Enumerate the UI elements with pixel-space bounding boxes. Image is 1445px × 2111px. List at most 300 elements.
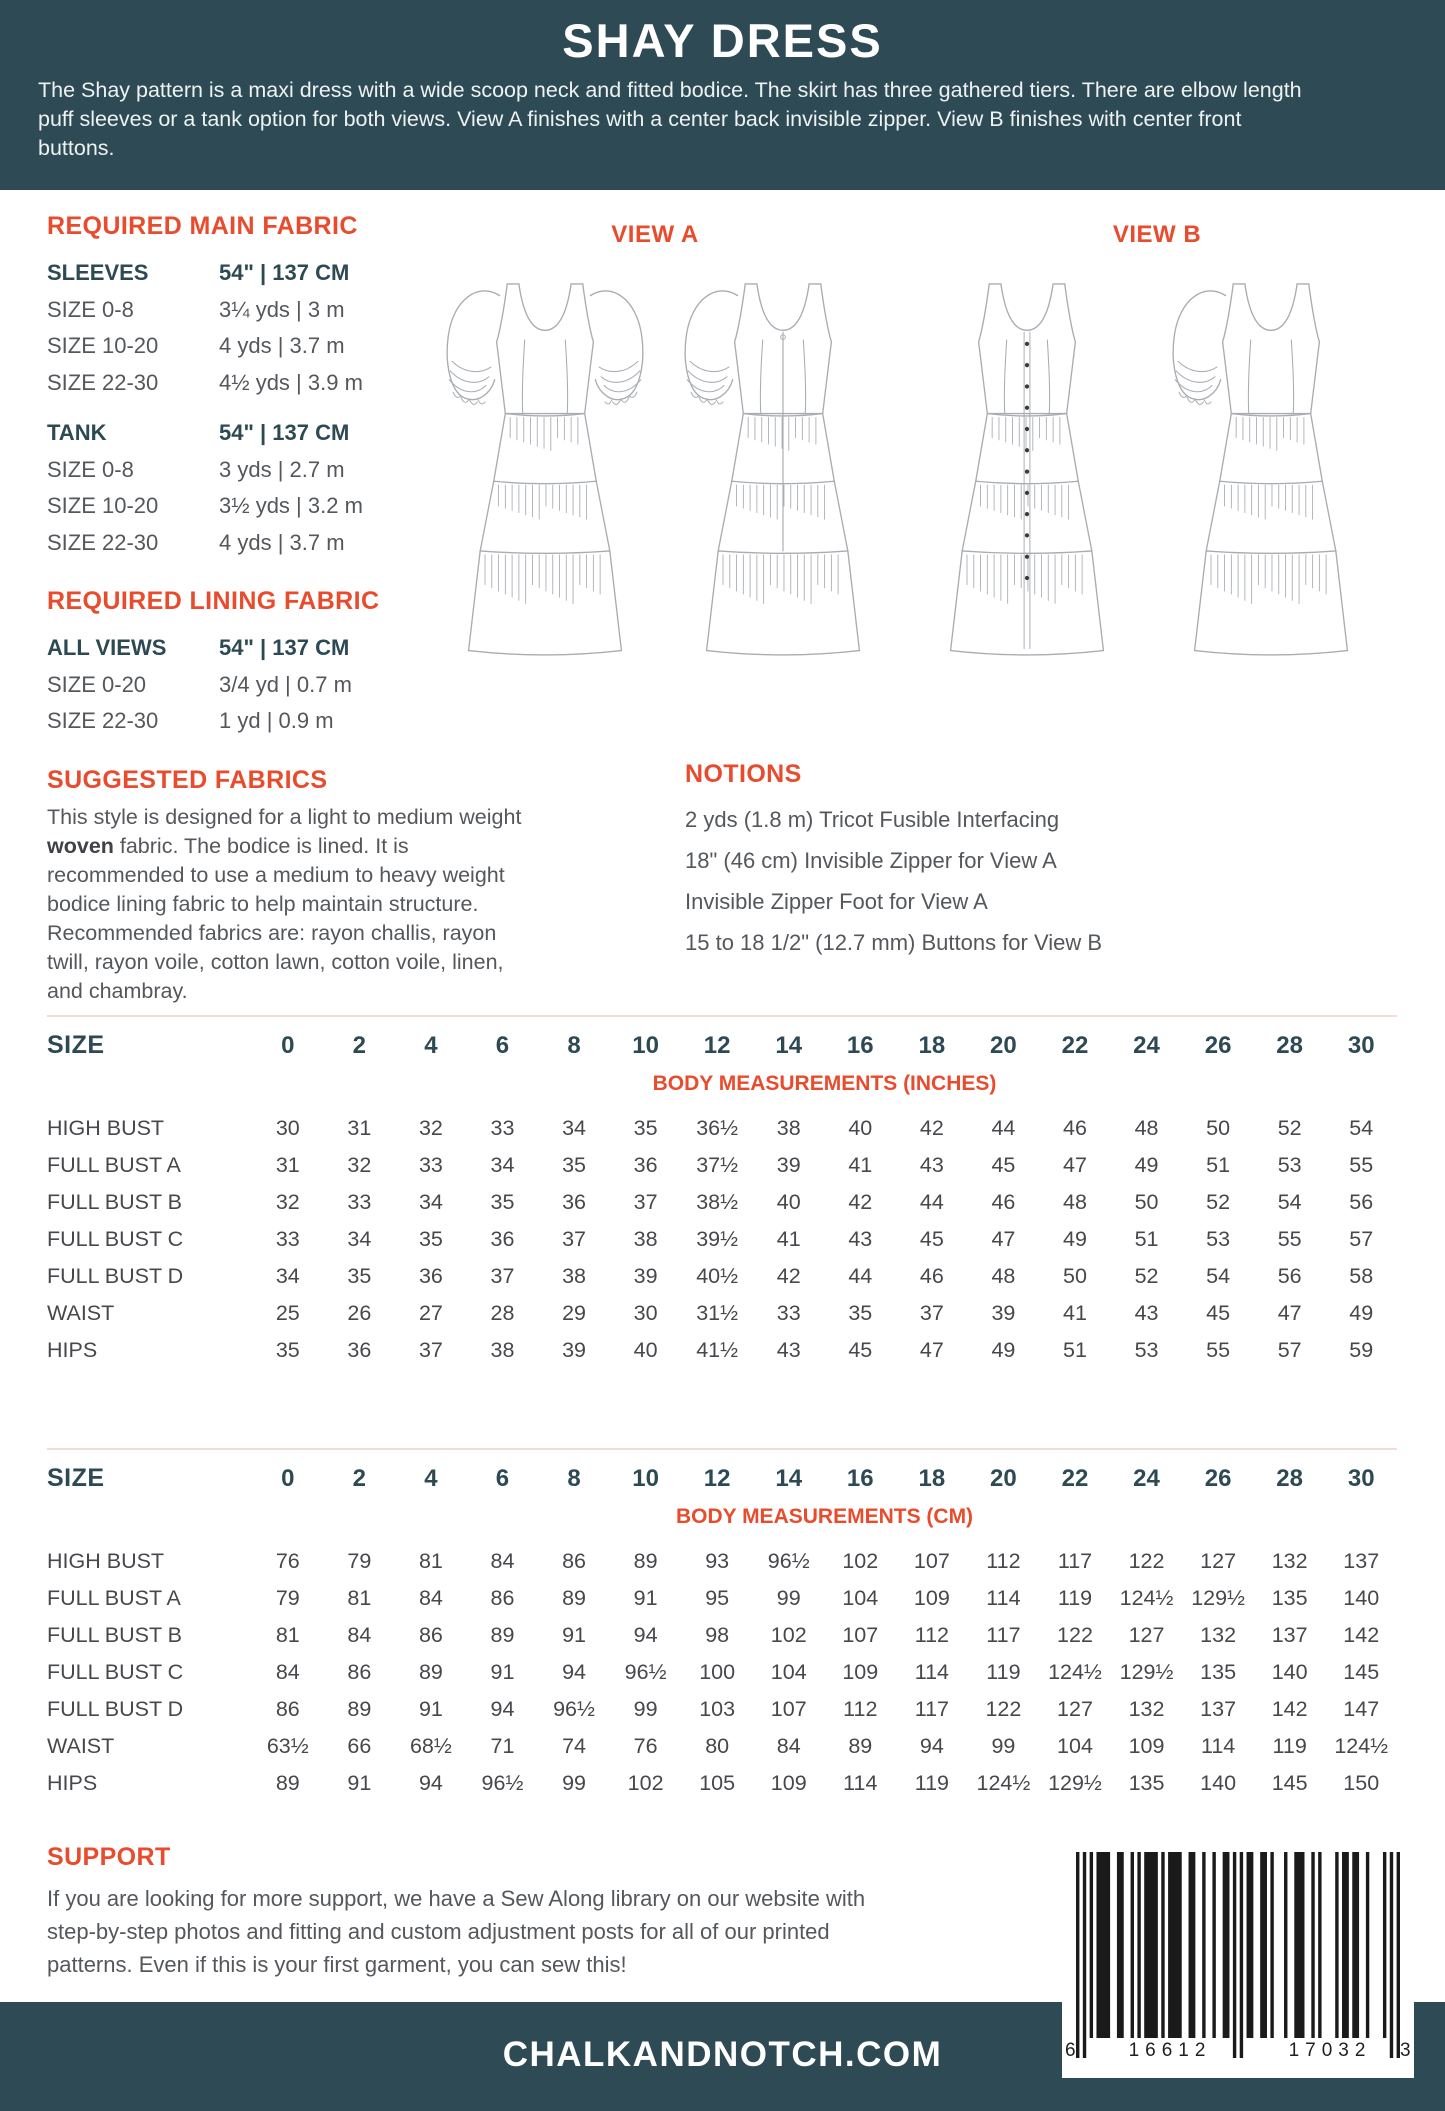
measurement-value: 48	[1134, 1116, 1159, 1140]
measurement-value: 40½	[696, 1264, 739, 1288]
measurement-value: 39½	[696, 1227, 739, 1251]
measurement-value: 37	[490, 1264, 515, 1288]
measurement-value: 55	[1349, 1153, 1374, 1177]
measurement-value: 44	[848, 1264, 873, 1288]
measurement-value: 36	[633, 1153, 658, 1177]
measurement-value: 51	[1134, 1227, 1159, 1251]
measurement-value: 142	[1343, 1623, 1380, 1647]
measurement-value: 124½	[1334, 1734, 1389, 1758]
barcode	[1062, 1846, 1414, 2078]
measurement-value: 39	[991, 1301, 1016, 1325]
size-column-header: 26	[1204, 1464, 1232, 1492]
website-url: CHALKANDNOTCH.COM	[502, 2035, 943, 2074]
measurement-value: 58	[1349, 1264, 1374, 1288]
measurement-value: 45	[1206, 1301, 1231, 1325]
table-row	[47, 1332, 1397, 1369]
measurement-value: 91	[562, 1623, 586, 1647]
measurement-value: 48	[1063, 1190, 1087, 1214]
table-row	[47, 1654, 1397, 1691]
measurement-value: 47	[1277, 1301, 1302, 1325]
measurement-value: 84	[347, 1623, 372, 1647]
measurement-value: 38	[633, 1227, 658, 1251]
measurement-value: 117	[914, 1697, 949, 1721]
size-corner-label: SIZE	[47, 1031, 105, 1059]
measurement-label: WAIST	[47, 1301, 115, 1325]
main-fabric-heading: REQUIRED MAIN FABRIC	[47, 212, 358, 240]
measurement-value: 95	[705, 1586, 730, 1610]
table-row	[47, 1110, 1397, 1147]
measurement-value: 52	[1277, 1116, 1302, 1140]
views-illustrations	[420, 205, 1445, 685]
measurement-value: 150	[1343, 1771, 1380, 1795]
measurement-value: 140	[1200, 1771, 1237, 1795]
measurement-value: 50	[1206, 1116, 1231, 1140]
measurement-value: 25	[275, 1301, 300, 1325]
measurement-value: 53	[1206, 1227, 1231, 1251]
measurement-value: 86	[275, 1697, 300, 1721]
table-header-row	[47, 1031, 1397, 1060]
barcode-bars	[1076, 1852, 1400, 2066]
measurement-value: 102	[842, 1549, 879, 1573]
measurement-value: 37	[562, 1227, 586, 1251]
measurement-value: 135	[1271, 1586, 1308, 1610]
size-column-header: 20	[990, 1464, 1017, 1492]
table-row	[47, 1295, 1397, 1332]
measurement-value: 36	[418, 1264, 443, 1288]
measurement-label: HIPS	[47, 1338, 98, 1362]
measurement-value: 127	[1057, 1697, 1093, 1721]
measurement-value: 89	[347, 1697, 372, 1721]
measurement-value: 122	[985, 1697, 1022, 1721]
measurement-value: 145	[1271, 1771, 1308, 1795]
measurement-value: 96½	[481, 1771, 524, 1795]
size-column-header: 6	[495, 1031, 510, 1059]
measurement-value: 84	[776, 1734, 801, 1758]
barcode-digit: 3	[1400, 2040, 1411, 2061]
measurement-value: 54	[1349, 1116, 1374, 1140]
size-range: SIZE 22-30	[47, 529, 159, 555]
measurement-value: 40	[776, 1190, 801, 1214]
notions-section	[685, 760, 1440, 963]
measurement-value: 34	[562, 1116, 586, 1140]
size-column-header: 26	[1204, 1031, 1232, 1059]
measurement-value: 89	[633, 1549, 658, 1573]
table-row	[47, 1258, 1397, 1295]
table-row	[47, 1765, 1397, 1802]
measurement-value: 117	[1057, 1549, 1093, 1573]
measurement-value: 31	[347, 1116, 372, 1140]
measurement-value: 36	[490, 1227, 515, 1251]
measurement-label: FULL BUST A	[47, 1153, 181, 1177]
measurement-value: 132	[1271, 1549, 1308, 1573]
measurement-value: 89	[848, 1734, 873, 1758]
measurement-value: 99	[562, 1771, 586, 1795]
measurement-value: 89	[418, 1660, 443, 1684]
measurement-value: 100	[699, 1660, 736, 1684]
size-column-header: 10	[632, 1031, 659, 1059]
table-row	[47, 1543, 1397, 1580]
measurement-value: 107	[842, 1623, 879, 1647]
barcode-digit-group: 17032	[1288, 2040, 1372, 2061]
measurement-value: 33	[776, 1301, 801, 1325]
size-column-header: 2	[352, 1464, 367, 1492]
measurement-value: 30	[633, 1301, 658, 1325]
measurement-value: 86	[562, 1549, 586, 1573]
measurement-value: 48	[991, 1264, 1016, 1288]
measurement-value: 56	[1349, 1190, 1374, 1214]
size-column-header: 14	[775, 1464, 803, 1492]
measurement-value: 38	[490, 1338, 515, 1362]
measurement-value: 52	[1206, 1190, 1231, 1214]
suggested-fabrics-heading: SUGGESTED FABRICS	[47, 765, 328, 794]
body-measurements-cm-table	[47, 1448, 1397, 1802]
measurement-value: 104	[1057, 1734, 1093, 1758]
measurement-value: 47	[919, 1338, 944, 1362]
measurement-label: FULL BUST D	[47, 1697, 184, 1721]
size-column-header: 2	[352, 1031, 367, 1059]
measurement-value: 109	[842, 1660, 879, 1684]
measurement-value: 59	[1349, 1338, 1374, 1362]
measurement-value: 119	[986, 1660, 1021, 1684]
size-range: SIZE 10-20	[47, 493, 159, 518]
measurement-value: 79	[347, 1549, 372, 1573]
measurement-value: 68½	[409, 1734, 452, 1758]
measurement-value: 34	[347, 1227, 372, 1251]
measurement-value: 132	[1200, 1623, 1237, 1647]
size-corner-label: SIZE	[47, 1464, 105, 1492]
view-b-label: VIEW B	[1112, 221, 1202, 248]
measurement-value: 112	[986, 1549, 1021, 1573]
measurement-value: 63½	[266, 1734, 309, 1758]
measurement-value: 43	[919, 1153, 944, 1177]
lining-fabric-heading: REQUIRED LINING FABRIC	[47, 587, 380, 615]
measurement-value: 114	[1200, 1734, 1236, 1758]
measurement-value: 39	[562, 1338, 586, 1362]
measurement-value: 55	[1277, 1227, 1302, 1251]
measurement-value: 94	[418, 1771, 443, 1795]
measurement-label: HIGH BUST	[47, 1549, 165, 1573]
measurement-value: 50	[1063, 1264, 1087, 1288]
size-column-header: 8	[567, 1031, 581, 1059]
measurement-value: 114	[914, 1660, 949, 1684]
measurement-value: 122	[1057, 1623, 1093, 1647]
measurement-value: 38	[776, 1116, 801, 1140]
table-row	[47, 1691, 1397, 1728]
measurement-value: 44	[991, 1116, 1016, 1140]
measurement-value: 42	[776, 1264, 801, 1288]
size-column-header: 10	[632, 1464, 659, 1492]
measurement-value: 30	[275, 1116, 300, 1140]
measurement-value: 53	[1134, 1338, 1159, 1362]
suggested-text-bold: woven	[47, 833, 114, 858]
support-heading: SUPPORT	[47, 1843, 171, 1871]
measurement-value: 127	[1128, 1623, 1165, 1647]
table-header-row	[47, 1464, 1397, 1493]
measurement-value: 114	[843, 1771, 878, 1795]
measurement-value: 28	[490, 1301, 515, 1325]
size-range: SIZE 0-20	[47, 671, 147, 697]
size-column-header: 4	[424, 1464, 438, 1492]
pattern-description: The Shay pattern is a maxi dress with a wide scoop neck and fitted bodice. The skirt has three gathered tiers. There are elbow length puff sleeves or a tank option for both views. View A finishes with a center back invisible zipper. View B finishes with center front buttons.	[38, 78, 1302, 160]
measurement-value: 46	[919, 1264, 944, 1288]
measurement-value: 96½	[624, 1660, 667, 1684]
measurement-value: 112	[843, 1697, 878, 1721]
measurement-value: 107	[913, 1549, 950, 1573]
measurement-value: 46	[991, 1190, 1016, 1214]
measurement-value: 26	[347, 1301, 372, 1325]
measurement-value: 41	[848, 1153, 873, 1177]
measurement-value: 84	[490, 1549, 515, 1573]
measurement-value: 49	[1349, 1301, 1374, 1325]
yardage: 4 yds | 3.7 m	[219, 333, 345, 358]
measurement-value: 98	[705, 1623, 730, 1647]
measurement-value: 33	[347, 1190, 372, 1214]
size-column-header: 30	[1347, 1464, 1375, 1492]
measurement-value: 74	[562, 1734, 586, 1758]
measurement-value: 137	[1271, 1623, 1308, 1647]
measurement-label: FULL BUST C	[47, 1227, 184, 1251]
measurement-value: 39	[776, 1153, 801, 1177]
measurement-value: 42	[919, 1116, 944, 1140]
measurement-value: 33	[418, 1153, 443, 1177]
size-column-header: 28	[1276, 1031, 1303, 1059]
notion-item: 2 yds (1.8 m) Tricot Fusible Interfacing	[685, 807, 1060, 832]
size-column-header: 20	[990, 1031, 1017, 1059]
measurement-value: 124½	[976, 1771, 1031, 1795]
support-text: If you are looking for more support, we have a Sew Along library on our website with step-by-step photos and fitting and custom adjustment posts for all of our printed patterns. Even if this is your first garment, you can sew this!	[47, 1886, 866, 1977]
measurement-value: 36	[562, 1190, 586, 1214]
size-column-header: 28	[1276, 1464, 1303, 1492]
measurement-value: 35	[633, 1116, 658, 1140]
measurement-value: 91	[490, 1660, 515, 1684]
yardage: 3¼ yds | 3 m	[219, 296, 345, 322]
measurement-value: 31½	[696, 1301, 739, 1325]
measurement-value: 84	[418, 1586, 443, 1610]
measurement-value: 129½	[1119, 1660, 1174, 1684]
size-range: SIZE 22-30	[47, 708, 159, 733]
measurement-value: 127	[1200, 1549, 1237, 1573]
measurement-value: 40	[848, 1116, 873, 1140]
size-column-header: 24	[1133, 1464, 1160, 1492]
measurement-value: 35	[347, 1264, 372, 1288]
measurement-value: 103	[699, 1697, 736, 1721]
measurement-value: 43	[1134, 1301, 1159, 1325]
measurement-value: 91	[347, 1771, 372, 1795]
size-column-header: 18	[918, 1031, 946, 1059]
measurement-value: 122	[1128, 1549, 1165, 1573]
measurement-value: 57	[1349, 1227, 1374, 1251]
measurement-label: FULL BUST B	[47, 1623, 183, 1647]
suggested-text-part: fabric. The bodice is lined. It is recommended to use a medium to heavy weight bodice lining fabric to help maintain structure. Recommended fabrics are: rayon challis, rayon twill, rayon voile, cotton lawn, cotton voile, linen, and chambray.	[47, 833, 505, 1003]
measurement-value: 147	[1343, 1697, 1380, 1721]
measurement-value: 49	[1063, 1227, 1087, 1251]
measurement-value: 66	[347, 1734, 372, 1758]
measurement-value: 96½	[553, 1697, 595, 1721]
measurement-value: 142	[1271, 1697, 1308, 1721]
fabric-row	[47, 703, 532, 740]
measurement-value: 109	[1128, 1734, 1165, 1758]
support-section	[47, 1843, 927, 1981]
measurement-value: 145	[1343, 1660, 1380, 1684]
size-column-header: 14	[775, 1031, 803, 1059]
measurement-value: 104	[842, 1586, 879, 1610]
measurement-value: 89	[490, 1623, 515, 1647]
measurement-value: 84	[275, 1660, 300, 1684]
measurement-value: 36½	[696, 1116, 739, 1140]
measurement-value: 45	[991, 1153, 1016, 1177]
measurement-value: 119	[1272, 1734, 1307, 1758]
yardage: 4½ yds | 3.9 m	[219, 369, 363, 395]
measurement-value: 42	[848, 1190, 873, 1214]
measurement-value: 124½	[1119, 1586, 1174, 1610]
measurement-label: HIGH BUST	[47, 1116, 165, 1140]
suggested-text-part: This style is designed for a light to medium weight	[47, 804, 522, 829]
barcode-digit-group: 16612	[1128, 2040, 1212, 2061]
size-column-header: 22	[1061, 1031, 1089, 1059]
size-column-header: 30	[1347, 1031, 1375, 1059]
measurement-value: 91	[418, 1697, 443, 1721]
measurement-value: 71	[490, 1734, 515, 1758]
measurement-value: 96½	[767, 1549, 810, 1573]
measurement-value: 50	[1134, 1190, 1159, 1214]
measurement-value: 35	[848, 1301, 873, 1325]
measurement-value: 33	[490, 1116, 515, 1140]
measurement-value: 132	[1128, 1697, 1165, 1721]
view-a-back-illustration	[658, 251, 908, 667]
view-a-label: VIEW A	[611, 221, 699, 248]
measurement-value: 44	[919, 1190, 944, 1214]
measurement-value: 86	[418, 1623, 443, 1647]
measurement-value: 81	[347, 1586, 372, 1610]
barcode-digits	[1062, 2040, 1414, 2066]
notion-item: Invisible Zipper Foot for View A	[685, 889, 988, 914]
measurement-value: 107	[770, 1697, 807, 1721]
measurement-value: 37	[633, 1190, 658, 1214]
measurement-value: 137	[1200, 1697, 1237, 1721]
measurement-value: 35	[418, 1227, 443, 1251]
measurement-value: 94	[919, 1734, 944, 1758]
measurement-value: 94	[633, 1623, 658, 1647]
size-range: SIZE 22-30	[47, 369, 159, 395]
measurement-value: 89	[562, 1586, 586, 1610]
measurement-value: 53	[1277, 1153, 1302, 1177]
measurement-value: 56	[1277, 1264, 1302, 1288]
table-row	[47, 1728, 1397, 1765]
measurement-value: 39	[633, 1264, 658, 1288]
measurement-value: 41	[776, 1227, 801, 1251]
measurement-value: 76	[633, 1734, 658, 1758]
measurement-value: 119	[1057, 1586, 1093, 1610]
measurement-value: 32	[347, 1153, 372, 1177]
group-name: ALL VIEWS	[47, 635, 167, 660]
measurement-value: 89	[275, 1771, 300, 1795]
size-column-header: 12	[703, 1031, 731, 1059]
measurement-value: 45	[919, 1227, 944, 1251]
measurement-value: 34	[418, 1190, 443, 1214]
table-row	[47, 1184, 1397, 1221]
measurement-value: 57	[1277, 1338, 1302, 1362]
measurement-value: 49	[1134, 1153, 1159, 1177]
measurement-value: 36	[347, 1338, 372, 1362]
group-name: SLEEVES	[47, 260, 149, 285]
measurement-value: 102	[770, 1623, 807, 1647]
measurement-value: 43	[776, 1338, 801, 1362]
notions-heading: NOTIONS	[685, 760, 802, 788]
measurement-value: 31	[275, 1153, 300, 1177]
size-column-header: 12	[703, 1464, 731, 1492]
measurement-value: 38	[562, 1264, 586, 1288]
measurement-value: 49	[991, 1338, 1016, 1362]
measurement-label: HIPS	[47, 1771, 98, 1795]
measurement-label: FULL BUST B	[47, 1190, 183, 1214]
size-column-header: 8	[567, 1464, 581, 1492]
measurement-value: 99	[633, 1697, 658, 1721]
measurement-value: 124½	[1048, 1660, 1102, 1684]
size-range: SIZE 0-8	[47, 296, 134, 322]
size-range: SIZE 0-8	[47, 456, 134, 482]
measurement-value: 51	[1206, 1153, 1231, 1177]
size-range: SIZE 10-20	[47, 333, 159, 358]
measurement-value: 109	[770, 1771, 807, 1795]
measurement-value: 47	[991, 1227, 1016, 1251]
size-column-header: 16	[846, 1031, 874, 1059]
measurement-value: 37½	[696, 1153, 739, 1177]
measurement-value: 37	[919, 1301, 944, 1325]
header-band	[0, 0, 1445, 190]
measurement-value: 41½	[696, 1338, 739, 1362]
yardage: 3 yds | 2.7 m	[219, 456, 345, 482]
table-row	[47, 1147, 1397, 1184]
notion-item: 15 to 18 1/2" (12.7 mm) Buttons for View B	[685, 930, 1103, 955]
measurement-label: FULL BUST D	[47, 1264, 184, 1288]
view-b-front-illustration	[902, 251, 1152, 667]
measurement-value: 105	[699, 1771, 736, 1795]
table-row	[47, 1617, 1397, 1654]
measurement-value: 140	[1271, 1660, 1308, 1684]
measurement-value: 32	[275, 1190, 300, 1214]
measurement-value: 119	[914, 1771, 949, 1795]
suggested-fabrics-text	[47, 803, 525, 1006]
measurement-value: 112	[914, 1623, 949, 1647]
measurement-value: 34	[275, 1264, 300, 1288]
measurement-value: 109	[913, 1586, 950, 1610]
measurement-value: 135	[1200, 1660, 1237, 1684]
measurement-value: 51	[1063, 1338, 1087, 1362]
measurement-value: 99	[991, 1734, 1016, 1758]
size-column-header: 24	[1133, 1031, 1160, 1059]
size-column-header: 4	[424, 1031, 438, 1059]
notion-item: 18" (46 cm) Invisible Zipper for View A	[685, 848, 1057, 873]
measurement-value: 94	[490, 1697, 515, 1721]
measurement-value: 129½	[1048, 1771, 1102, 1795]
measurement-value: 33	[275, 1227, 300, 1251]
group-fabric-width: 54" | 137 CM	[219, 260, 350, 285]
measurement-value: 79	[275, 1586, 300, 1610]
size-column-header: 0	[281, 1464, 295, 1492]
measurement-label: FULL BUST A	[47, 1586, 181, 1610]
measurement-value: 43	[848, 1227, 873, 1251]
measurement-value: 80	[705, 1734, 730, 1758]
measurement-value: 91	[633, 1586, 658, 1610]
measurement-value: 54	[1206, 1264, 1231, 1288]
measurement-value: 34	[490, 1153, 515, 1177]
measurement-value: 32	[418, 1116, 443, 1140]
group-name: TANK	[47, 420, 107, 445]
measurement-value: 52	[1134, 1264, 1159, 1288]
yardage: 4 yds | 3.7 m	[219, 529, 345, 555]
measurement-value: 129½	[1191, 1586, 1245, 1610]
measurement-value: 35	[490, 1190, 515, 1214]
